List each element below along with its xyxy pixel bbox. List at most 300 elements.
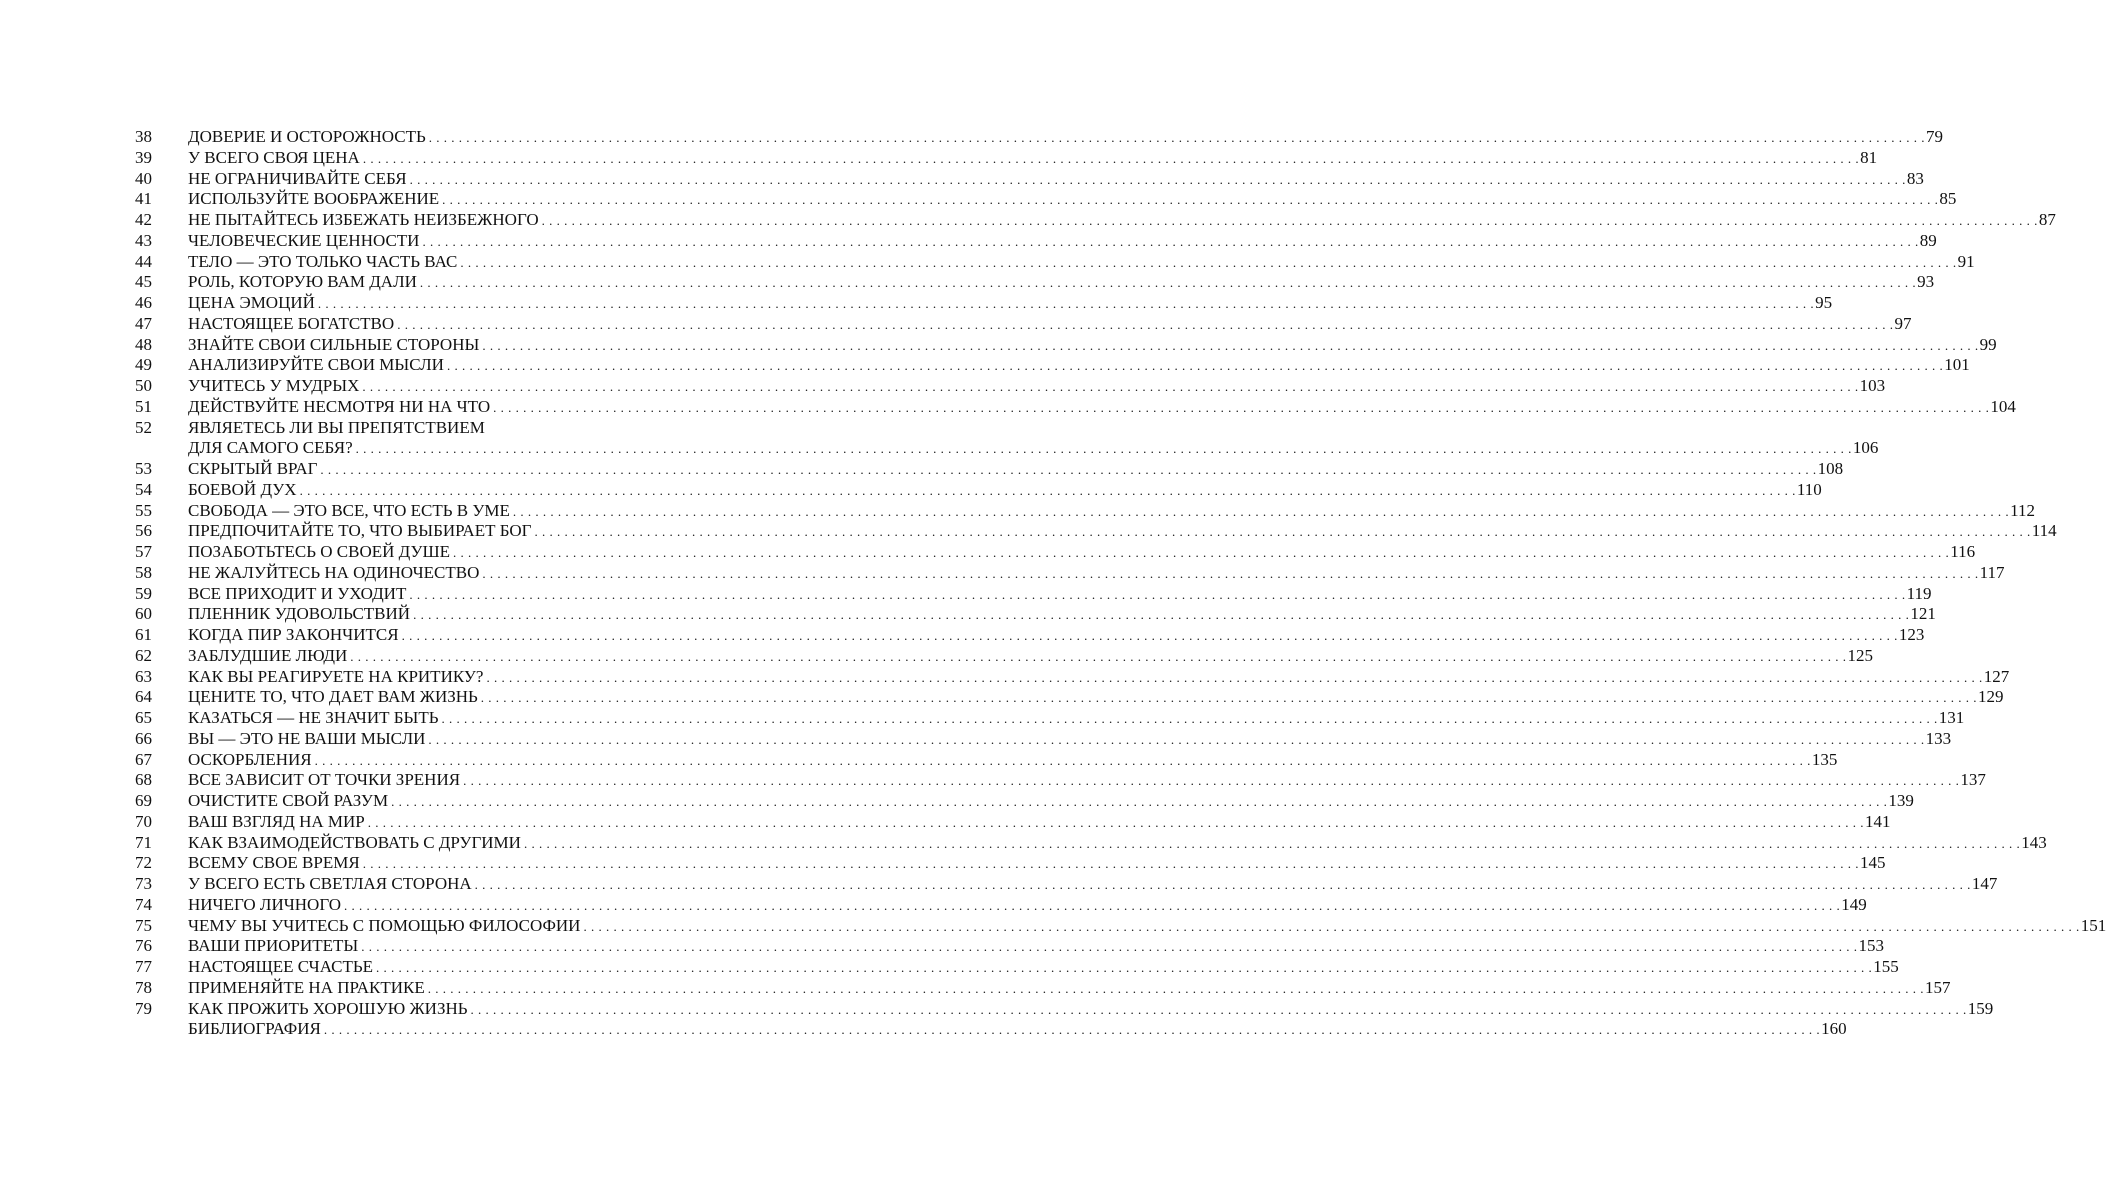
chapter-title: СВОБОДА — ЭТО ВСЕ, ЧТО ЕСТЬ В УМЕ <box>188 500 510 520</box>
chapter-title: АНАЛИЗИРУЙТЕ СВОИ МЫСЛИ <box>188 355 444 375</box>
page-number: 81 <box>1860 147 1878 167</box>
chapter-title: СКРЫТЫЙ ВРАГ <box>188 459 318 478</box>
toc-entry-body <box>188 687 2004 708</box>
chapter-title: ДЛЯ САМОГО СЕБЯ? <box>188 438 353 458</box>
chapter-title: НАСТОЯЩЕЕ СЧАСТЬЕ <box>188 957 374 976</box>
toc-entry <box>0 521 2057 542</box>
page-number: 159 <box>1967 998 1994 1018</box>
chapter-title: ВСЕ ПРИХОДИТ И УХОДИТ <box>188 583 407 603</box>
toc-entry-body <box>188 936 1884 957</box>
page-number: 87 <box>2038 210 2056 229</box>
toc-entry-body <box>188 417 1879 460</box>
page-number: 129 <box>1978 687 2004 707</box>
chapter-number: 44 <box>135 251 152 271</box>
page-number: 85 <box>1939 189 1957 209</box>
chapter-number: 39 <box>135 147 152 167</box>
toc-entry-body <box>188 334 1997 356</box>
page-number: 141 <box>1864 811 1891 831</box>
page-number: 79 <box>1926 127 1943 146</box>
dot-leader: . . . . . . . . . . . . . . . . . . . . . . . . . . . . . . . . . . . . . . . . . . . . . . . . . . . . . . . . . . . . . . . . . . . . . . . . . . . . . . . . . . . . . . . . . . . . . . . . . . . . . . . . . . . . . . . . . . . . . . . . . . . . . . . . . . . . . . . . . . . . . . . . . . . . . . . . . . . . . . . . . . . . . . . . . . . . . . . . . . . . . . . . . . . . . . . . . . . . . . . . <box>413 607 1910 623</box>
dot-leader: . . . . . . . . . . . . . . . . . . . . . . . . . . . . . . . . . . . . . . . . . . . . . . . . . . . . . . . . . . . . . . . . . . . . . . . . . . . . . . . . . . . . . . . . . . . . . . . . . . . . . . . . . . . . . . . . . . . . . . . . . . . . . . . . . . . . . . . . . . . . . . . . . . . . . . . . . . . . . . . . . . . . . . . . . . . . . . . . . . . . . . . . . . . . . . . . . . . . . . . . <box>422 233 1919 249</box>
toc-entry-body <box>188 791 1914 812</box>
page-number: 99 <box>1979 334 1997 354</box>
toc-line <box>188 791 1914 812</box>
toc-entry <box>0 542 1976 563</box>
toc-line <box>188 1019 1847 1040</box>
page-number: 97 <box>1894 313 1912 333</box>
toc-line <box>188 666 2010 688</box>
dot-leader: . . . . . . . . . . . . . . . . . . . . . . . . . . . . . . . . . . . . . . . . . . . . . . . . . . . . . . . . . . . . . . . . . . . . . . . . . . . . . . . . . . . . . . . . . . . . . . . . . . . . . . . . . . . . . . . . . . . . . . . . . . . . . . . . . . . . . . . . . . . . . . . . . . . . . . . . . . . . . . . . . . . . . . . . . . . . . . . . . . . . . . . . . . . . . . . . . . . . . . . . <box>486 669 1983 685</box>
toc-line <box>188 998 1994 1020</box>
dot-leader: . . . . . . . . . . . . . . . . . . . . . . . . . . . . . . . . . . . . . . . . . . . . . . . . . . . . . . . . . . . . . . . . . . . . . . . . . . . . . . . . . . . . . . . . . . . . . . . . . . . . . . . . . . . . . . . . . . . . . . . . . . . . . . . . . . . . . . . . . . . . . . . . . . . . . . . . . . . . . . . . . . . . . . . . . . . . . . . . . . . . . . . . . . . . . . . . . . . . . . . . <box>482 565 1979 581</box>
toc-line <box>188 376 1886 397</box>
chapter-number: 58 <box>135 562 152 582</box>
toc-line <box>188 521 2057 542</box>
toc-entry-body <box>188 1019 1847 1040</box>
page-number: 93 <box>1917 272 1935 292</box>
dot-leader: . . . . . . . . . . . . . . . . . . . . . . . . . . . . . . . . . . . . . . . . . . . . . . . . . . . . . . . . . . . . . . . . . . . . . . . . . . . . . . . . . . . . . . . . . . . . . . . . . . . . . . . . . . . . . . . . . . . . . . . . . . . . . . . . . . . . . . . . . . . . . . . . . . . . . . . . . . . . . . . . . . . . . . . . . . . . . . . . . . . . . . . . . . . . . . . . . . . . . . . . <box>541 213 2038 228</box>
toc-entry-body <box>188 998 1994 1020</box>
page-number: 127 <box>1983 666 2010 686</box>
chapter-number: 50 <box>135 376 152 395</box>
dot-leader: . . . . . . . . . . . . . . . . . . . . . . . . . . . . . . . . . . . . . . . . . . . . . . . . . . . . . . . . . . . . . . . . . . . . . . . . . . . . . . . . . . . . . . . . . . . . . . . . . . . . . . . . . . . . . . . . . . . . . . . . . . . . . . . . . . . . . . . . . . . . . . . . . . . . . . . . . . . . . . . . . . . . . . . . . . . . . . . . . . . . . . . . . . . . . . . . . . . . . . . . <box>534 524 2031 540</box>
chapter-number: 46 <box>135 293 152 312</box>
page-number: 121 <box>1910 604 1936 624</box>
toc-line <box>188 832 2047 854</box>
chapter-number: 62 <box>135 645 152 665</box>
toc-line <box>188 894 1867 916</box>
chapter-number: 65 <box>135 708 152 727</box>
toc-entry <box>0 168 1924 190</box>
dot-leader: . . . . . . . . . . . . . . . . . . . . . . . . . . . . . . . . . . . . . . . . . . . . . . . . . . . . . . . . . . . . . . . . . . . . . . . . . . . . . . . . . . . . . . . . . . . . . . . . . . . . . . . . . . . . . . . . . . . . . . . . . . . . . . . . . . . . . . . . . . . . . . . . . . . . . . . . . . . . . . . . . . . . . . . . . . . . . . . . . . . . . . . . . . . . . . . . . . . . . . . . <box>361 939 1858 955</box>
dot-leader: . . . . . . . . . . . . . . . . . . . . . . . . . . . . . . . . . . . . . . . . . . . . . . . . . . . . . . . . . . . . . . . . . . . . . . . . . . . . . . . . . . . . . . . . . . . . . . . . . . . . . . . . . . . . . . . . . . . . . . . . . . . . . . . . . . . . . . . . . . . . . . . . . . . . . . . . . . . . . . . . . . . . . . . . . . . . . . . . . . . . . . . . . . . . . . . . . . . . . . . . <box>391 794 1888 809</box>
page-number: 125 <box>1847 645 1873 665</box>
chapter-title: ПЛЕННИК УДОВОЛЬСТВИЙ <box>188 604 411 624</box>
page-number: 116 <box>1950 542 1976 561</box>
toc-line <box>188 355 1970 376</box>
toc-entry <box>0 728 1952 750</box>
toc-entry <box>0 936 1884 957</box>
chapter-title: ЯВЛЯЕТЕСЬ ЛИ ВЫ ПРЕПЯТСТВИЕМ <box>188 417 485 437</box>
toc-entry <box>0 479 1822 501</box>
chapter-title: НЕ ЖАЛУЙТЕСЬ НА ОДИНОЧЕСТВО <box>188 562 480 582</box>
toc-entry-body <box>188 708 1965 729</box>
toc-line <box>188 272 1935 293</box>
page-number: 135 <box>1811 749 1838 769</box>
toc-entry-body <box>188 168 1924 190</box>
page-number: 147 <box>1971 874 1998 893</box>
chapter-title: БОЕВОЙ ДУХ <box>188 479 297 499</box>
toc-line <box>188 853 1886 874</box>
toc-entry <box>0 874 1998 895</box>
toc-entry-body <box>188 272 1935 293</box>
toc-entry <box>0 645 1873 667</box>
chapter-title: ТЕЛО — ЭТО ТОЛЬКО ЧАСТЬ ВАС <box>188 251 458 271</box>
toc-line <box>188 127 1943 148</box>
dot-leader: . . . . . . . . . . . . . . . . . . . . . . . . . . . . . . . . . . . . . . . . . . . . . . . . . . . . . . . . . . . . . . . . . . . . . . . . . . . . . . . . . . . . . . . . . . . . . . . . . . . . . . . . . . . . . . . . . . . . . . . . . . . . . . . . . . . . . . . . . . . . . . . . . . . . . . . . . . . . . . . . . . . . . . . . . . . . . . . . . . . . . . . . . . . . . . . . . . . . . . . . <box>362 856 1859 872</box>
chapter-number: 54 <box>135 479 152 499</box>
chapter-title: ПРЕДПОЧИТАЙТЕ ТО, ЧТО ВЫБИРАЕТ БОГ <box>188 521 532 541</box>
chapter-title: ВСЕ ЗАВИСИТ ОТ ТОЧКИ ЗРЕНИЯ <box>188 770 461 790</box>
toc-entry-body <box>188 293 1833 314</box>
toc-entry <box>0 562 2005 584</box>
page-number: 155 <box>1873 957 1899 976</box>
dot-leader: . . . . . . . . . . . . . . . . . . . . . . . . . . . . . . . . . . . . . . . . . . . . . . . . . . . . . . . . . . . . . . . . . . . . . . . . . . . . . . . . . . . . . . . . . . . . . . . . . . . . . . . . . . . . . . . . . . . . . . . . . . . . . . . . . . . . . . . . . . . . . . . . . . . . . . . . . . . . . . . . . . . . . . . . . . . . . . . . . . . . . . . . . . . . . . . . . . . . . . . . <box>463 773 1960 789</box>
toc-entry <box>0 957 1899 978</box>
toc-entry <box>0 687 2004 708</box>
toc-entry <box>0 376 1886 397</box>
toc-entry <box>0 459 1844 480</box>
chapter-number: 41 <box>135 189 152 209</box>
chapter-number: 55 <box>135 500 152 520</box>
chapter-title: ЦЕНА ЭМОЦИЙ <box>188 293 315 312</box>
page-number: 133 <box>1925 728 1952 748</box>
toc-entry <box>0 583 1932 605</box>
toc-entry <box>0 272 1935 293</box>
chapter-number: 66 <box>135 728 152 748</box>
chapter-number: 57 <box>135 542 152 561</box>
toc-line <box>188 210 2056 231</box>
toc-line <box>188 293 1833 314</box>
chapter-title: НЕ ПЫТАЙТЕСЬ ИЗБЕЖАТЬ НЕИЗБЕЖНОГО <box>188 210 539 229</box>
page-number: 151 <box>2080 915 2106 935</box>
chapter-title: ПОЗАБОТЬТЕСЬ О СВОЕЙ ДУШЕ <box>188 542 451 561</box>
toc-line <box>188 708 1965 729</box>
toc-entry-body <box>188 749 1838 771</box>
chapter-number: 64 <box>135 687 152 707</box>
chapter-title: ВАШ ВЗГЛЯД НА МИР <box>188 811 365 831</box>
toc-line <box>188 251 1975 273</box>
chapter-number: 79 <box>135 998 152 1018</box>
toc-line <box>188 977 1951 999</box>
page-number: 149 <box>1841 894 1867 914</box>
toc-entry <box>0 500 2035 522</box>
toc-line <box>188 396 2016 418</box>
toc-entry-body <box>188 832 2047 854</box>
chapter-number: 47 <box>135 313 152 333</box>
chapter-title: НИЧЕГО ЛИЧНОГО <box>188 894 342 914</box>
toc-entry <box>0 998 1994 1020</box>
dot-leader: . . . . . . . . . . . . . . . . . . . . . . . . . . . . . . . . . . . . . . . . . . . . . . . . . . . . . . . . . . . . . . . . . . . . . . . . . . . . . . . . . . . . . . . . . . . . . . . . . . . . . . . . . . . . . . . . . . . . . . . . . . . . . . . . . . . . . . . . . . . . . . . . . . . . . . . . . . . . . . . . . . . . . . . . . . . . . . . . . . . . . . . . . . . . . . . . . . . . . . . . <box>367 814 1864 830</box>
page-number: 114 <box>2031 521 2057 541</box>
chapter-title: ЗАБЛУДШИЕ ЛЮДИ <box>188 645 348 665</box>
toc-line <box>188 500 2035 522</box>
chapter-title: ДЕЙСТВУЙТЕ НЕСМОТРЯ НИ НА ЧТО <box>188 396 491 416</box>
chapter-title: ОСКОРБЛЕНИЯ <box>188 749 312 769</box>
toc-entry <box>0 894 1867 916</box>
chapter-number: 78 <box>135 977 152 997</box>
chapter-title: УЧИТЕСЬ У МУДРЫХ <box>188 376 360 395</box>
dot-leader: . . . . . . . . . . . . . . . . . . . . . . . . . . . . . . . . . . . . . . . . . . . . . . . . . . . . . . . . . . . . . . . . . . . . . . . . . . . . . . . . . . . . . . . . . . . . . . . . . . . . . . . . . . . . . . . . . . . . . . . . . . . . . . . . . . . . . . . . . . . . . . . . . . . . . . . . . . . . . . . . . . . . . . . . . . . . . . . . . . . . . . . . . . . . . . . . . . . . . . . . <box>427 980 1925 996</box>
toc-entry <box>0 293 1833 314</box>
toc-line <box>188 604 1936 625</box>
dot-leader: . . . . . . . . . . . . . . . . . . . . . . . . . . . . . . . . . . . . . . . . . . . . . . . . . . . . . . . . . . . . . . . . . . . . . . . . . . . . . . . . . . . . . . . . . . . . . . . . . . . . . . . . . . . . . . . . . . . . . . . . . . . . . . . . . . . . . . . . . . . . . . . . . . . . . . . . . . . . . . . . . . . . . . . . . . . . . . . . . . . . . . . . . . . . . . . . . . . . . . . . <box>376 960 1873 975</box>
page-number: 89 <box>1919 230 1937 250</box>
toc-entry-body <box>188 957 1899 978</box>
page-number: 123 <box>1898 625 1925 644</box>
toc-entry-body <box>188 562 2005 584</box>
page-number: 108 <box>1817 459 1844 478</box>
page-number: 101 <box>1944 355 1970 375</box>
toc-entry <box>0 625 1925 646</box>
toc-line <box>188 874 1998 895</box>
toc-entry-body <box>188 313 1912 335</box>
chapter-title: НАСТОЯЩЕЕ БОГАТСТВО <box>188 313 395 333</box>
chapter-title: У ВСЕГО ЕСТЬ СВЕТЛАЯ СТОРОНА <box>188 874 472 893</box>
chapter-number: 73 <box>135 874 152 893</box>
chapter-number: 75 <box>135 915 152 935</box>
dot-leader: . . . . . . . . . . . . . . . . . . . . . . . . . . . . . . . . . . . . . . . . . . . . . . . . . . . . . . . . . . . . . . . . . . . . . . . . . . . . . . . . . . . . . . . . . . . . . . . . . . . . . . . . . . . . . . . . . . . . . . . . . . . . . . . . . . . . . . . . . . . . . . . . . . . . . . . . . . . . . . . . . . . . . . . . . . . . . . . . . . . . . . . . . . . . . . . . . . . . . . . . <box>428 731 1925 747</box>
toc-entry <box>0 355 1970 376</box>
toc-entry-body <box>188 230 1937 252</box>
chapter-title: КОГДА ПИР ЗАКОНЧИТСЯ <box>188 625 399 644</box>
toc-entry <box>0 915 2106 937</box>
page-number: 112 <box>2010 500 2035 520</box>
chapter-title: ЦЕНИТЕ ТО, ЧТО ДАЕТ ВАМ ЖИЗНЬ <box>188 687 478 707</box>
toc-entry-body <box>188 583 1932 605</box>
toc-entry-body <box>188 459 1844 480</box>
toc-entry <box>0 251 1975 273</box>
toc-entry-body <box>188 604 1936 625</box>
toc-line <box>188 687 2004 708</box>
toc-entry <box>0 189 1957 210</box>
toc-entry-body <box>188 396 2016 418</box>
dot-leader: . . . . . . . . . . . . . . . . . . . . . . . . . . . . . . . . . . . . . . . . . . . . . . . . . . . . . . . . . . . . . . . . . . . . . . . . . . . . . . . . . . . . . . . . . . . . . . . . . . . . . . . . . . . . . . . . . . . . . . . . . . . . . . . . . . . . . . . . . . . . . . . . . . . . . . . . . . . . . . . . . . . . . . . . . . . . . . . . . . . . . . . . . . . . . . . . . . . . . . . . <box>409 586 1906 602</box>
page-number: 104 <box>1990 396 2016 416</box>
dot-leader: . . . . . . . . . . . . . . . . . . . . . . . . . . . . . . . . . . . . . . . . . . . . . . . . . . . . . . . . . . . . . . . . . . . . . . . . . . . . . . . . . . . . . . . . . . . . . . . . . . . . . . . . . . . . . . . . . . . . . . . . . . . . . . . . . . . . . . . . . . . . . . . . . . . . . . . . . . . . . . . . . . . . . . . . . . . . . . . . . . . . . . . . . . . . . . . . . . . . . . . . <box>409 171 1906 187</box>
page-number: 117 <box>1979 562 2005 582</box>
toc-entry-body <box>188 770 1986 791</box>
toc-entry-body <box>188 915 2106 937</box>
toc-entry <box>0 313 1912 335</box>
chapter-number: 77 <box>135 957 152 976</box>
chapter-number: 70 <box>135 811 152 831</box>
chapter-number: 43 <box>135 230 152 250</box>
chapter-number: 69 <box>135 791 152 810</box>
page-number: 119 <box>1906 583 1932 603</box>
toc-entry-body <box>188 500 2035 522</box>
page-number: 160 <box>1821 1019 1847 1039</box>
chapter-title: ВЫ — ЭТО НЕ ВАШИ МЫСЛИ <box>188 728 426 748</box>
chapter-number: 49 <box>135 355 152 375</box>
chapter-number: 67 <box>135 749 152 769</box>
toc-line <box>188 936 1884 957</box>
chapter-number: 38 <box>135 127 152 146</box>
dot-leader: . . . . . . . . . . . . . . . . . . . . . . . . . . . . . . . . . . . . . . . . . . . . . . . . . . . . . . . . . . . . . . . . . . . . . . . . . . . . . . . . . . . . . . . . . . . . . . . . . . . . . . . . . . . . . . . . . . . . . . . . . . . . . . . . . . . . . . . . . . . . . . . . . . . . . . . . . . . . . . . . . . . . . . . . . . . . . . . . . . . . . . . . . . . . . . . . . . . . . . . . <box>512 503 2010 519</box>
chapter-title: КАК ВЗАИМОДЕЙСТВОВАТЬ С ДРУГИМИ <box>188 832 521 852</box>
chapter-title: ВСЕМУ СВОЕ ВРЕМЯ <box>188 853 360 873</box>
toc-entry <box>0 791 1914 812</box>
page-number: 145 <box>1859 853 1886 873</box>
chapter-number: 76 <box>135 936 152 956</box>
toc-entry-body <box>188 210 2056 231</box>
chapter-title: БИБЛИОГРАФИЯ <box>188 1019 321 1039</box>
chapter-number: 74 <box>135 894 152 914</box>
toc-entry-body <box>188 479 1822 501</box>
chapter-number: 72 <box>135 853 152 873</box>
chapter-number: 52 <box>135 417 152 437</box>
toc-entry <box>0 977 1951 999</box>
table-of-contents <box>0 127 2106 1040</box>
page-number: 110 <box>1796 479 1822 499</box>
chapter-number: 40 <box>135 168 152 188</box>
toc-entry-body <box>188 666 2010 688</box>
chapter-number: 45 <box>135 272 152 292</box>
toc-line <box>188 313 1912 335</box>
toc-entry <box>0 127 1943 148</box>
toc-entry-body <box>188 147 1878 169</box>
toc-entry <box>0 210 2056 231</box>
toc-line <box>188 562 2005 584</box>
toc-entry-body <box>188 811 1891 833</box>
toc-line <box>188 728 1952 750</box>
page-number: 143 <box>2021 832 2047 852</box>
dot-leader: . . . . . . . . . . . . . . . . . . . . . . . . . . . . . . . . . . . . . . . . . . . . . . . . . . . . . . . . . . . . . . . . . . . . . . . . . . . . . . . . . . . . . . . . . . . . . . . . . . . . . . . . . . . . . . . . . . . . . . . . . . . . . . . . . . . . . . . . . . . . . . . . . . . . . . . . . . . . . . . . . . . . . . . . . . . . . . . . . . . . . . . . . . . . . . . . . . . . . . . . <box>470 1001 1967 1017</box>
page-number: 95 <box>1815 293 1833 312</box>
chapter-title: ЧЕМУ ВЫ УЧИТЕСЬ С ПОМОЩЬЮ ФИЛОСОФИИ <box>188 915 581 935</box>
toc-line <box>188 770 1986 791</box>
toc-entry <box>0 770 1986 791</box>
dot-leader: . . . . . . . . . . . . . . . . . . . . . . . . . . . . . . . . . . . . . . . . . . . . . . . . . . . . . . . . . . . . . . . . . . . . . . . . . . . . . . . . . . . . . . . . . . . . . . . . . . . . . . . . . . . . . . . . . . . . . . . . . . . . . . . . . . . . . . . . . . . . . . . . . . . . . . . . . . . . . . . . . . . . . . . . . . . . . . . . . . . . . . . . . . . . . . . . . . . . . . . . <box>355 441 1852 457</box>
dot-leader: . . . . . . . . . . . . . . . . . . . . . . . . . . . . . . . . . . . . . . . . . . . . . . . . . . . . . . . . . . . . . . . . . . . . . . . . . . . . . . . . . . . . . . . . . . . . . . . . . . . . . . . . . . . . . . . . . . . . . . . . . . . . . . . . . . . . . . . . . . . . . . . . . . . . . . . . . . . . . . . . . . . . . . . . . . . . . . . . . . . . . . . . . . . . . . . . . . . . . . . . <box>460 254 1957 270</box>
page-number: 83 <box>1906 168 1924 188</box>
page-number: 131 <box>1938 708 1965 727</box>
chapter-title: У ВСЕГО СВОЯ ЦЕНА <box>188 147 360 167</box>
toc-entry-body <box>188 874 1998 895</box>
dot-leader: . . . . . . . . . . . . . . . . . . . . . . . . . . . . . . . . . . . . . . . . . . . . . . . . . . . . . . . . . . . . . . . . . . . . . . . . . . . . . . . . . . . . . . . . . . . . . . . . . . . . . . . . . . . . . . . . . . . . . . . . . . . . . . . . . . . . . . . . . . . . . . . . . . . . . . . . . . . . . . . . . . . . . . . . . . . . . . . . . . . . . . . . . . . . . . . . . . . . . . . . <box>442 192 1939 208</box>
dot-leader: . . . . . . . . . . . . . . . . . . . . . . . . . . . . . . . . . . . . . . . . . . . . . . . . . . . . . . . . . . . . . . . . . . . . . . . . . . . . . . . . . . . . . . . . . . . . . . . . . . . . . . . . . . . . . . . . . . . . . . . . . . . . . . . . . . . . . . . . . . . . . . . . . . . . . . . . . . . . . . . . . . . . . . . . . . . . . . . . . . . . . . . . . . . . . . . . . . . . . . . . <box>362 150 1860 166</box>
chapter-number: 51 <box>135 396 152 416</box>
toc-line <box>188 459 1844 480</box>
dot-leader: . . . . . . . . . . . . . . . . . . . . . . . . . . . . . . . . . . . . . . . . . . . . . . . . . . . . . . . . . . . . . . . . . . . . . . . . . . . . . . . . . . . . . . . . . . . . . . . . . . . . . . . . . . . . . . . . . . . . . . . . . . . . . . . . . . . . . . . . . . . . . . . . . . . . . . . . . . . . . . . . . . . . . . . . . . . . . . . . . . . . . . . . . . . . . . . . . . . . . . . . <box>344 897 1841 913</box>
toc-line <box>188 583 1932 605</box>
chapter-number: 63 <box>135 666 152 686</box>
toc-line <box>188 811 1891 833</box>
toc-entry-body <box>188 645 1873 667</box>
toc-entry <box>0 604 1936 625</box>
page-number: 139 <box>1888 791 1914 810</box>
toc-entry <box>0 417 1879 460</box>
chapter-title: РОЛЬ, КОТОРУЮ ВАМ ДАЛИ <box>188 272 417 292</box>
toc-entry-body <box>188 355 1970 376</box>
chapter-title: КАЗАТЬСЯ — НЕ ЗНАЧИТ БЫТЬ <box>188 708 439 727</box>
toc-entry-body <box>188 127 1943 148</box>
toc-entry <box>0 147 1878 169</box>
toc-entry <box>0 853 1886 874</box>
toc-line <box>188 749 1838 771</box>
dot-leader: . . . . . . . . . . . . . . . . . . . . . . . . . . . . . . . . . . . . . . . . . . . . . . . . . . . . . . . . . . . . . . . . . . . . . . . . . . . . . . . . . . . . . . . . . . . . . . . . . . . . . . . . . . . . . . . . . . . . . . . . . . . . . . . . . . . . . . . . . . . . . . . . . . . . . . . . . . . . . . . . . . . . . . . . . . . . . . . . . . . . . . . . . . . . . . . . . . . . . . . . <box>299 482 1796 498</box>
chapter-title: ОЧИСТИТЕ СВОЙ РАЗУМ <box>188 791 389 810</box>
toc-entry-body <box>188 977 1951 999</box>
dot-leader: . . . . . . . . . . . . . . . . . . . . . . . . . . . . . . . . . . . . . . . . . . . . . . . . . . . . . . . . . . . . . . . . . . . . . . . . . . . . . . . . . . . . . . . . . . . . . . . . . . . . . . . . . . . . . . . . . . . . . . . . . . . . . . . . . . . . . . . . . . . . . . . . . . . . . . . . . . . . . . . . . . . . . . . . . . . . . . . . . . . . . . . . . . . . . . . . . . . . . . . . <box>482 337 1979 353</box>
toc-entry <box>0 396 2016 418</box>
toc-entry-body <box>188 189 1957 210</box>
chapter-number: 61 <box>135 625 152 644</box>
toc-line <box>188 168 1924 190</box>
toc-line <box>188 189 1957 210</box>
toc-entry <box>0 230 1937 252</box>
toc-entry <box>0 708 1965 729</box>
toc-entry <box>0 749 1838 771</box>
chapter-title: ПРИМЕНЯЙТЕ НА ПРАКТИКЕ <box>188 977 425 997</box>
toc-line <box>188 334 1997 356</box>
dot-leader: . . . . . . . . . . . . . . . . . . . . . . . . . . . . . . . . . . . . . . . . . . . . . . . . . . . . . . . . . . . . . . . . . . . . . . . . . . . . . . . . . . . . . . . . . . . . . . . . . . . . . . . . . . . . . . . . . . . . . . . . . . . . . . . . . . . . . . . . . . . . . . . . . . . . . . . . . . . . . . . . . . . . . . . . . . . . . . . . . . . . . . . . . . . . . . . . . . . . . . . . <box>362 379 1859 394</box>
chapter-number: 42 <box>135 210 152 229</box>
page-number: 157 <box>1925 977 1951 997</box>
dot-leader: . . . . . . . . . . . . . . . . . . . . . . . . . . . . . . . . . . . . . . . . . . . . . . . . . . . . . . . . . . . . . . . . . . . . . . . . . . . . . . . . . . . . . . . . . . . . . . . . . . . . . . . . . . . . . . . . . . . . . . . . . . . . . . . . . . . . . . . . . . . . . . . . . . . . . . . . . . . . . . . . . . . . . . . . . . . . . . . . . . . . . . . . . . . . . . . . . . . . . . . . <box>441 711 1938 726</box>
toc-line <box>188 147 1878 169</box>
dot-leader: . . . . . . . . . . . . . . . . . . . . . . . . . . . . . . . . . . . . . . . . . . . . . . . . . . . . . . . . . . . . . . . . . . . . . . . . . . . . . . . . . . . . . . . . . . . . . . . . . . . . . . . . . . . . . . . . . . . . . . . . . . . . . . . . . . . . . . . . . . . . . . . . . . . . . . . . . . . . . . . . . . . . . . . . . . . . . . . . . . . . . . . . . . . . . . . . . . . . . . . . <box>453 545 1950 560</box>
dot-leader: . . . . . . . . . . . . . . . . . . . . . . . . . . . . . . . . . . . . . . . . . . . . . . . . . . . . . . . . . . . . . . . . . . . . . . . . . . . . . . . . . . . . . . . . . . . . . . . . . . . . . . . . . . . . . . . . . . . . . . . . . . . . . . . . . . . . . . . . . . . . . . . . . . . . . . . . . . . . . . . . . . . . . . . . . . . . . . . . . . . . . . . . . . . . . . . . . . . . . . . . <box>323 1022 1821 1038</box>
toc-entry-body <box>188 728 1952 750</box>
dot-leader: . . . . . . . . . . . . . . . . . . . . . . . . . . . . . . . . . . . . . . . . . . . . . . . . . . . . . . . . . . . . . . . . . . . . . . . . . . . . . . . . . . . . . . . . . . . . . . . . . . . . . . . . . . . . . . . . . . . . . . . . . . . . . . . . . . . . . . . . . . . . . . . . . . . . . . . . . . . . . . . . . . . . . . . . . . . . . . . . . . . . . . . . . . . . . . . . . . . . . . . . <box>446 358 1944 374</box>
toc-entry <box>0 811 1891 833</box>
dot-leader: . . . . . . . . . . . . . . . . . . . . . . . . . . . . . . . . . . . . . . . . . . . . . . . . . . . . . . . . . . . . . . . . . . . . . . . . . . . . . . . . . . . . . . . . . . . . . . . . . . . . . . . . . . . . . . . . . . . . . . . . . . . . . . . . . . . . . . . . . . . . . . . . . . . . . . . . . . . . . . . . . . . . . . . . . . . . . . . . . . . . . . . . . . . . . . . . . . . . . . . . <box>320 462 1817 477</box>
chapter-title: КАК ВЫ РЕАГИРУЕТЕ НА КРИТИКУ? <box>188 666 484 686</box>
dot-leader: . . . . . . . . . . . . . . . . . . . . . . . . . . . . . . . . . . . . . . . . . . . . . . . . . . . . . . . . . . . . . . . . . . . . . . . . . . . . . . . . . . . . . . . . . . . . . . . . . . . . . . . . . . . . . . . . . . . . . . . . . . . . . . . . . . . . . . . . . . . . . . . . . . . . . . . . . . . . . . . . . . . . . . . . . . . . . . . . . . . . . . . . . . . . . . . . . . . . . . . . <box>350 648 1847 664</box>
toc-line <box>188 479 1822 501</box>
chapter-title: ЧЕЛОВЕЧЕСКИЕ ЦЕННОСТИ <box>188 230 420 250</box>
dot-leader: . . . . . . . . . . . . . . . . . . . . . . . . . . . . . . . . . . . . . . . . . . . . . . . . . . . . . . . . . . . . . . . . . . . . . . . . . . . . . . . . . . . . . . . . . . . . . . . . . . . . . . . . . . . . . . . . . . . . . . . . . . . . . . . . . . . . . . . . . . . . . . . . . . . . . . . . . . . . . . . . . . . . . . . . . . . . . . . . . . . . . . . . . . . . . . . . . . . . . . . . <box>474 877 1971 892</box>
toc-entry-body <box>188 251 1975 273</box>
dot-leader: . . . . . . . . . . . . . . . . . . . . . . . . . . . . . . . . . . . . . . . . . . . . . . . . . . . . . . . . . . . . . . . . . . . . . . . . . . . . . . . . . . . . . . . . . . . . . . . . . . . . . . . . . . . . . . . . . . . . . . . . . . . . . . . . . . . . . . . . . . . . . . . . . . . . . . . . . . . . . . . . . . . . . . . . . . . . . . . . . . . . . . . . . . . . . . . . . . . . . . . . <box>401 628 1898 643</box>
toc-entry <box>0 666 2010 688</box>
toc-entry-body <box>188 625 1925 646</box>
toc-entry <box>0 1019 1847 1040</box>
dot-leader: . . . . . . . . . . . . . . . . . . . . . . . . . . . . . . . . . . . . . . . . . . . . . . . . . . . . . . . . . . . . . . . . . . . . . . . . . . . . . . . . . . . . . . . . . . . . . . . . . . . . . . . . . . . . . . . . . . . . . . . . . . . . . . . . . . . . . . . . . . . . . . . . . . . . . . . . . . . . . . . . . . . . . . . . . . . . . . . . . . . . . . . . . . . . . . . . . . . . . . . . <box>419 275 1917 291</box>
page-number: 137 <box>1960 770 1986 790</box>
toc-entry <box>0 334 1997 356</box>
chapter-number: 68 <box>135 770 152 790</box>
chapter-title: ВАШИ ПРИОРИТЕТЫ <box>188 936 359 956</box>
toc-entry-body <box>188 894 1867 916</box>
dot-leader: . . . . . . . . . . . . . . . . . . . . . . . . . . . . . . . . . . . . . . . . . . . . . . . . . . . . . . . . . . . . . . . . . . . . . . . . . . . . . . . . . . . . . . . . . . . . . . . . . . . . . . . . . . . . . . . . . . . . . . . . . . . . . . . . . . . . . . . . . . . . . . . . . . . . . . . . . . . . . . . . . . . . . . . . . . . . . . . . . . . . . . . . . . . . . . . . . . . . . . . . <box>397 316 1894 332</box>
chapter-number: 71 <box>135 832 152 852</box>
toc-line <box>188 438 1879 459</box>
dot-leader: . . . . . . . . . . . . . . . . . . . . . . . . . . . . . . . . . . . . . . . . . . . . . . . . . . . . . . . . . . . . . . . . . . . . . . . . . . . . . . . . . . . . . . . . . . . . . . . . . . . . . . . . . . . . . . . . . . . . . . . . . . . . . . . . . . . . . . . . . . . . . . . . . . . . . . . . . . . . . . . . . . . . . . . . . . . . . . . . . . . . . . . . . . . . . . . . . . . . . . . . <box>428 130 1925 145</box>
chapter-number: 53 <box>135 459 152 478</box>
dot-leader: . . . . . . . . . . . . . . . . . . . . . . . . . . . . . . . . . . . . . . . . . . . . . . . . . . . . . . . . . . . . . . . . . . . . . . . . . . . . . . . . . . . . . . . . . . . . . . . . . . . . . . . . . . . . . . . . . . . . . . . . . . . . . . . . . . . . . . . . . . . . . . . . . . . . . . . . . . . . . . . . . . . . . . . . . . . . . . . . . . . . . . . . . . . . . . . . . . . . . . . . <box>480 690 1978 706</box>
dot-leader: . . . . . . . . . . . . . . . . . . . . . . . . . . . . . . . . . . . . . . . . . . . . . . . . . . . . . . . . . . . . . . . . . . . . . . . . . . . . . . . . . . . . . . . . . . . . . . . . . . . . . . . . . . . . . . . . . . . . . . . . . . . . . . . . . . . . . . . . . . . . . . . . . . . . . . . . . . . . . . . . . . . . . . . . . . . . . . . . . . . . . . . . . . . . . . . . . . . . . . . . <box>314 752 1811 768</box>
dot-leader: . . . . . . . . . . . . . . . . . . . . . . . . . . . . . . . . . . . . . . . . . . . . . . . . . . . . . . . . . . . . . . . . . . . . . . . . . . . . . . . . . . . . . . . . . . . . . . . . . . . . . . . . . . . . . . . . . . . . . . . . . . . . . . . . . . . . . . . . . . . . . . . . . . . . . . . . . . . . . . . . . . . . . . . . . . . . . . . . . . . . . . . . . . . . . . . . . . . . . . . . <box>317 296 1815 311</box>
toc-entry-body <box>188 542 1976 563</box>
page-number: 103 <box>1859 376 1886 395</box>
chapter-number: 48 <box>135 334 152 354</box>
chapter-number: 56 <box>135 521 152 541</box>
chapter-number: 60 <box>135 604 152 624</box>
toc-entry-body <box>188 853 1886 874</box>
chapter-title: КАК ПРОЖИТЬ ХОРОШУЮ ЖИЗНЬ <box>188 998 468 1018</box>
toc-entry <box>0 832 2047 854</box>
chapter-title: ЗНАЙТЕ СВОИ СИЛЬНЫЕ СТОРОНЫ <box>188 334 480 354</box>
chapter-title: ДОВЕРИЕ И ОСТОРОЖНОСТЬ <box>188 127 426 146</box>
toc-line <box>188 957 1899 978</box>
page-number: 91 <box>1957 251 1975 271</box>
toc-entry-body <box>188 521 2057 542</box>
chapter-title: НЕ ОГРАНИЧИВАЙТЕ СЕБЯ <box>188 168 407 188</box>
toc-line <box>188 915 2106 937</box>
toc-entry-body <box>188 376 1886 397</box>
toc-line <box>188 625 1925 646</box>
chapter-number: 59 <box>135 583 152 603</box>
toc-line <box>188 645 1873 667</box>
dot-leader: . . . . . . . . . . . . . . . . . . . . . . . . . . . . . . . . . . . . . . . . . . . . . . . . . . . . . . . . . . . . . . . . . . . . . . . . . . . . . . . . . . . . . . . . . . . . . . . . . . . . . . . . . . . . . . . . . . . . . . . . . . . . . . . . . . . . . . . . . . . . . . . . . . . . . . . . . . . . . . . . . . . . . . . . . . . . . . . . . . . . . . . . . . . . . . . . . . . . . . . . <box>523 835 2021 851</box>
dot-leader: . . . . . . . . . . . . . . . . . . . . . . . . . . . . . . . . . . . . . . . . . . . . . . . . . . . . . . . . . . . . . . . . . . . . . . . . . . . . . . . . . . . . . . . . . . . . . . . . . . . . . . . . . . . . . . . . . . . . . . . . . . . . . . . . . . . . . . . . . . . . . . . . . . . . . . . . . . . . . . . . . . . . . . . . . . . . . . . . . . . . . . . . . . . . . . . . . . . . . . . . <box>493 399 1990 415</box>
page-number: 106 <box>1852 438 1879 458</box>
toc-line <box>188 542 1976 563</box>
page-number: 153 <box>1858 936 1884 956</box>
toc-line <box>188 230 1937 252</box>
